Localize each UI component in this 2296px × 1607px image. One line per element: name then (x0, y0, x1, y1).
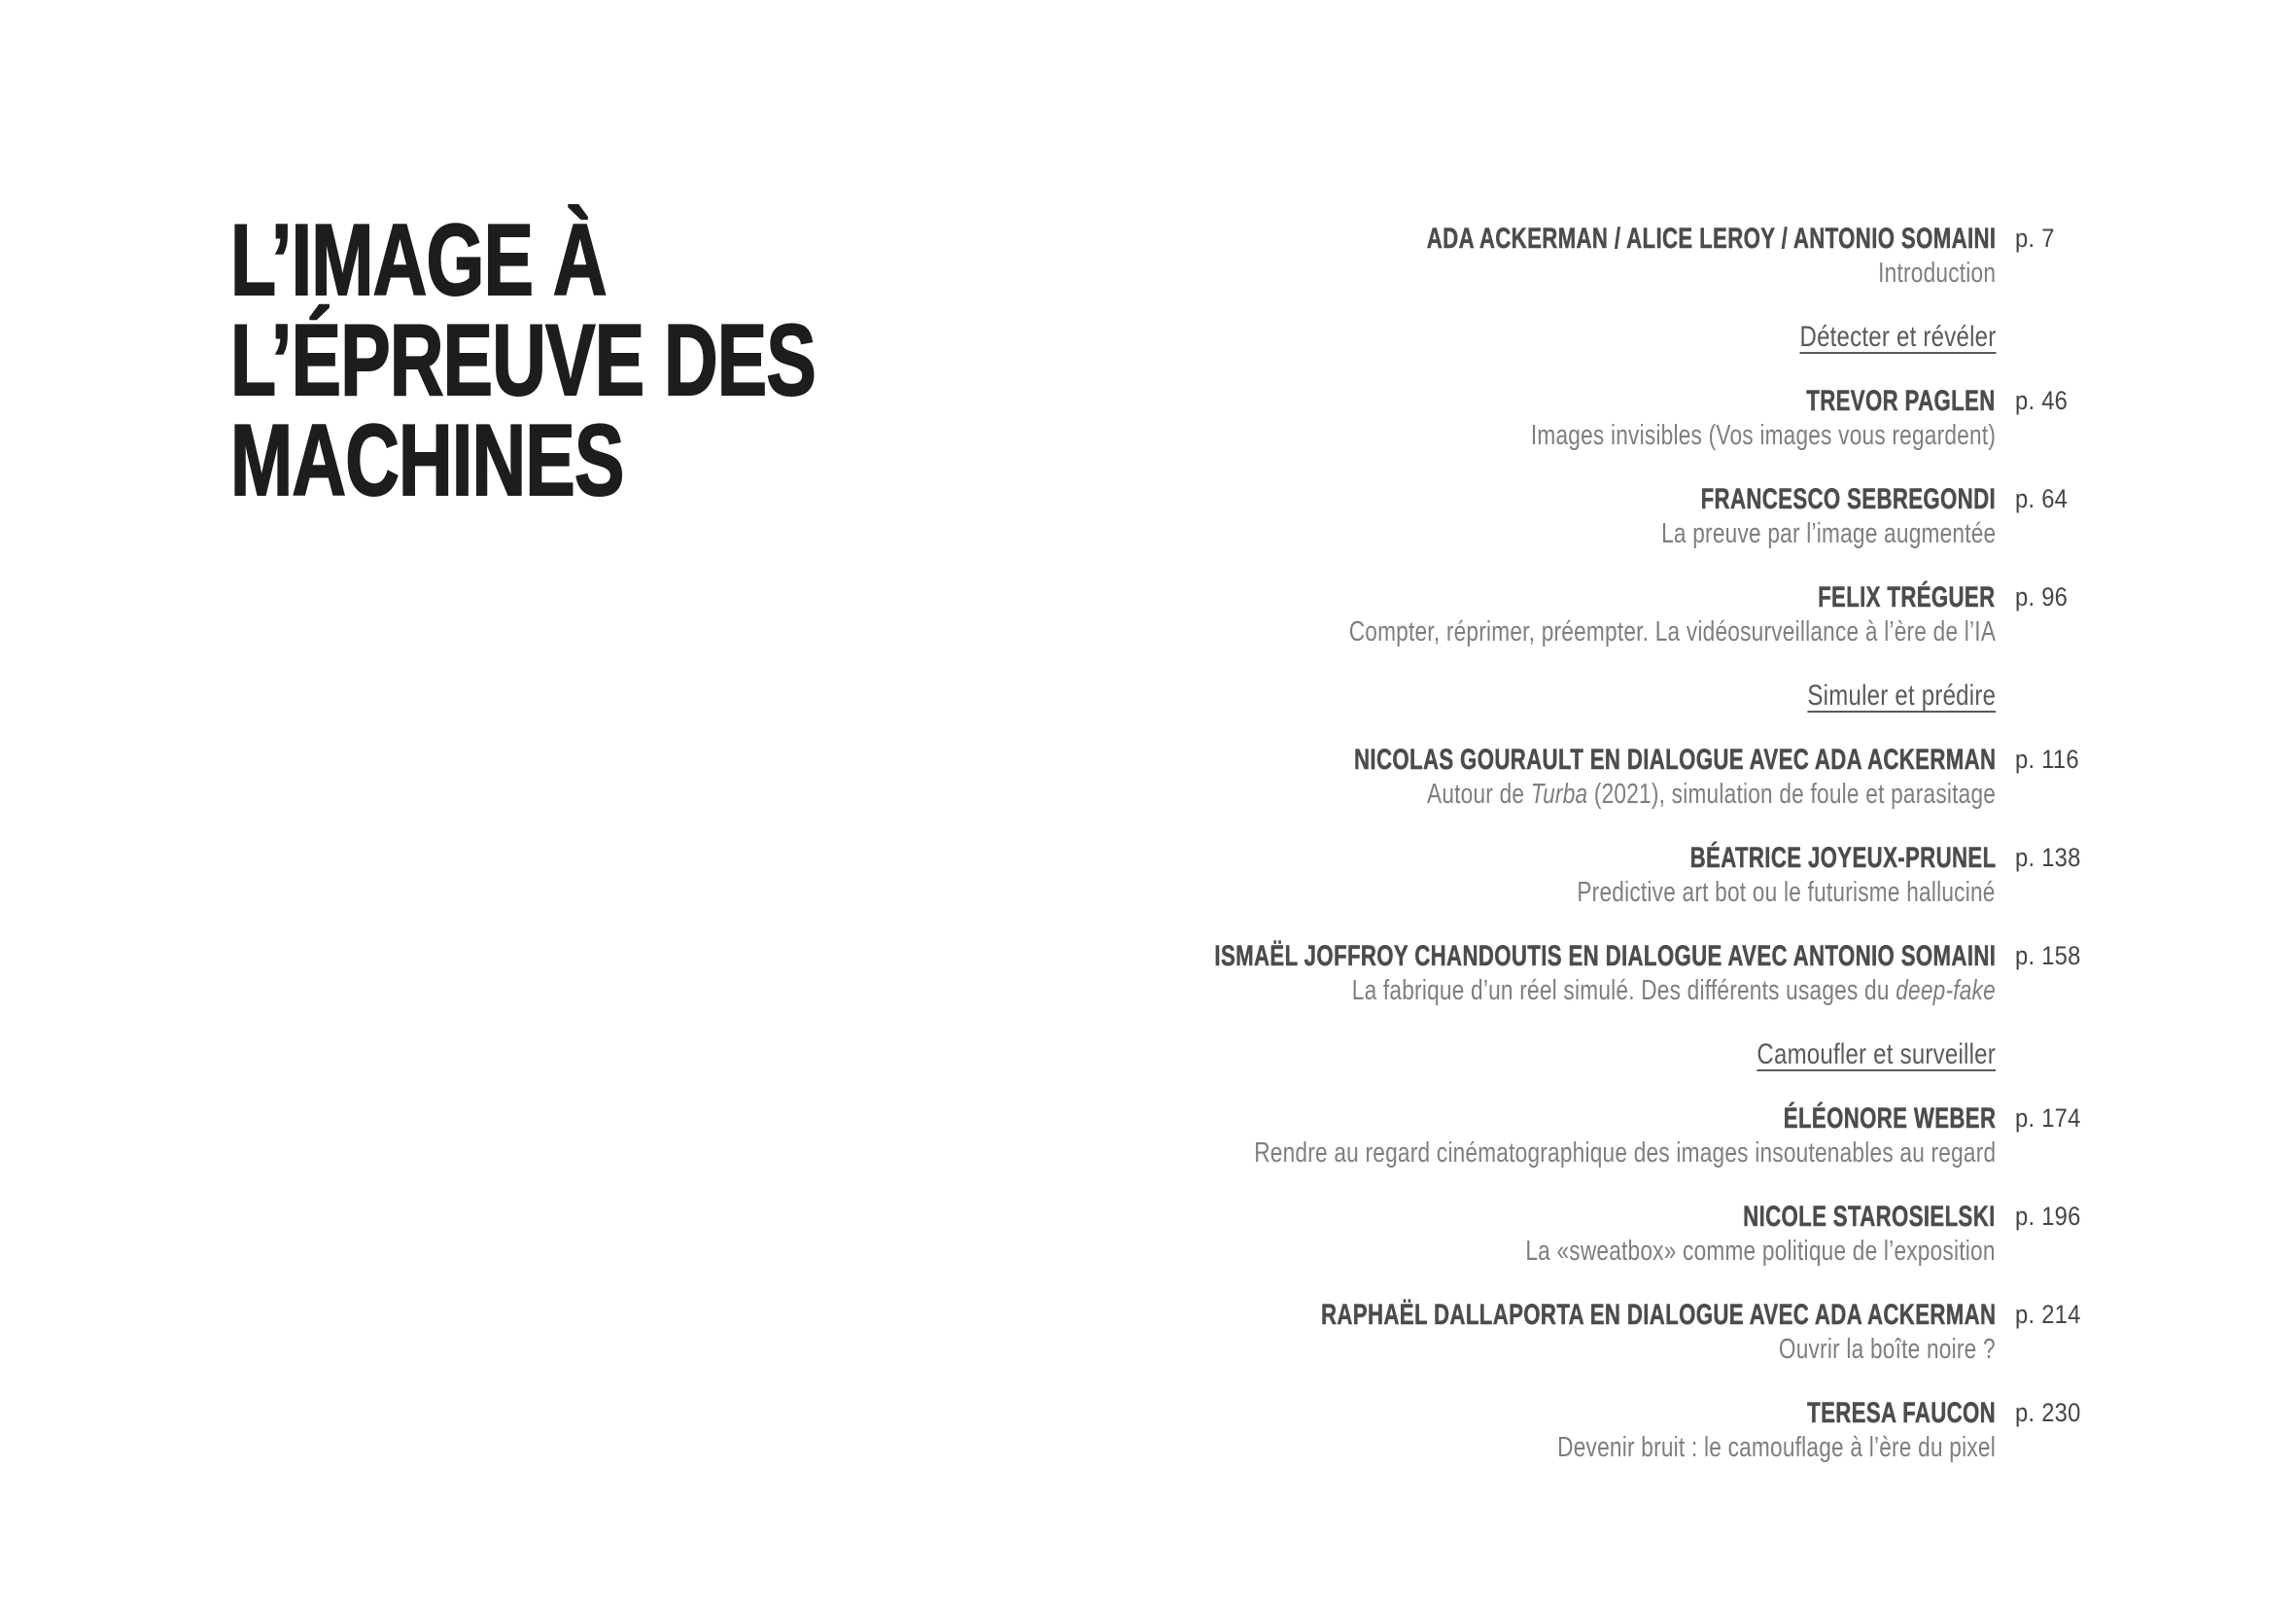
book-title-line-3: MACHINES (230, 404, 624, 517)
toc-section-heading: Détecter et révéler (1799, 321, 1996, 353)
toc-entry-authors: ÉLÉONORE WEBER (1783, 1102, 1996, 1135)
toc-entry-title: Autour de Turba (2021), simulation de foule et parasitage (1426, 779, 1996, 810)
toc-entry-authors: FELIX TRÉGUER (1818, 581, 1996, 613)
toc-entry (617, 940, 2081, 1010)
toc-entry-title: Devenir bruit : le camouflage à l’ère du pixel (1557, 1432, 1996, 1463)
toc-entry-page-number: p. 214 (2015, 1300, 2081, 1329)
toc-entry-authors: NICOLAS GOURAULT EN DIALOGUE AVEC ADA ACKERMAN (1353, 744, 1996, 776)
toc-entry (617, 1397, 2081, 1467)
toc-entry-page-number: p. 7 (2015, 224, 2055, 253)
toc-entry-authors: FRANCESCO SEBREGONDI (1700, 483, 1996, 515)
toc-entry-page-number: p. 138 (2015, 843, 2081, 872)
toc-entry-authors: RAPHAËL DALLAPORTA EN DIALOGUE AVEC ADA ACKERMAN (1320, 1299, 1996, 1331)
book-title-line-2: L’ÉPREUVE DES (230, 304, 816, 417)
toc-entry (617, 1201, 2081, 1271)
toc-entry (617, 1102, 2081, 1172)
toc-entry (617, 842, 2081, 912)
toc-entry-authors: ADA ACKERMAN / ALICE LEROY / ANTONIO SOMAINI (1426, 223, 1996, 255)
toc-entry-page-number: p. 116 (2015, 745, 2079, 774)
toc-entry-authors: TREVOR PAGLEN (1806, 385, 1996, 417)
toc-entry-title: La fabrique d’un réel simulé. Des différents usages du deep-fake (1351, 975, 1996, 1006)
toc-section-heading-row (617, 681, 2075, 716)
toc-entry-page-number: p. 174 (2015, 1103, 2081, 1133)
toc-entry-authors: BÉATRICE JOYEUX-PRUNEL (1689, 842, 1996, 874)
toc-entry-page-number: p. 46 (2015, 386, 2069, 415)
toc-entry (617, 582, 2075, 651)
toc-entry-title: Rendre au regard cinématographique des images insoutenables au regard (1253, 1137, 1996, 1169)
toc-entry-title: Compter, réprimer, préempter. La vidéosurveillance à l’ère de l’IA (1348, 616, 1996, 647)
toc-section-heading: Camoufler et surveiller (1757, 1038, 1996, 1070)
toc-section-heading-row (617, 322, 2075, 357)
toc-entry-title: Images invisibles (Vos images vous regardent) (1530, 420, 1996, 451)
toc-entry-title: La «sweatbox» comme politique de l’exposition (1525, 1236, 1996, 1267)
toc-entry (617, 224, 2075, 293)
toc-entry (617, 484, 2075, 553)
toc-entry-title: La preuve par l’image augmentée (1660, 518, 1996, 549)
toc-entry-title: Ouvrir la boîte noire ? (1779, 1334, 1996, 1365)
toc-entry-page-number: p. 230 (2015, 1398, 2081, 1427)
toc-entry-page-number: p. 158 (2015, 941, 2081, 970)
toc-entry-authors: TERESA FAUCON (1807, 1397, 1996, 1429)
toc-section-heading-row (617, 1039, 2075, 1074)
toc-entry (617, 1299, 2081, 1369)
toc-entry-title: Introduction (1877, 258, 1996, 289)
toc-entry-title: Predictive art bot ou le futurisme halluciné (1577, 877, 1996, 908)
toc-entry-page-number: p. 196 (2015, 1202, 2081, 1231)
toc-entry-authors: ISMAËL JOFFROY CHANDOUTIS EN DIALOGUE AVEC ANTONIO SOMAINI (1214, 940, 1996, 972)
toc-entry-page-number: p. 96 (2015, 582, 2069, 611)
toc-entry-page-number: p. 64 (2015, 484, 2069, 513)
toc-entry-authors: NICOLE STAROSIELSKI (1743, 1201, 1996, 1233)
book-title-line-1: L’IMAGE À (230, 204, 607, 317)
table-of-contents (617, 223, 2081, 1496)
toc-entry (617, 744, 2079, 814)
toc-entry (617, 386, 2075, 455)
toc-section-heading: Simuler et prédire (1807, 680, 1996, 712)
